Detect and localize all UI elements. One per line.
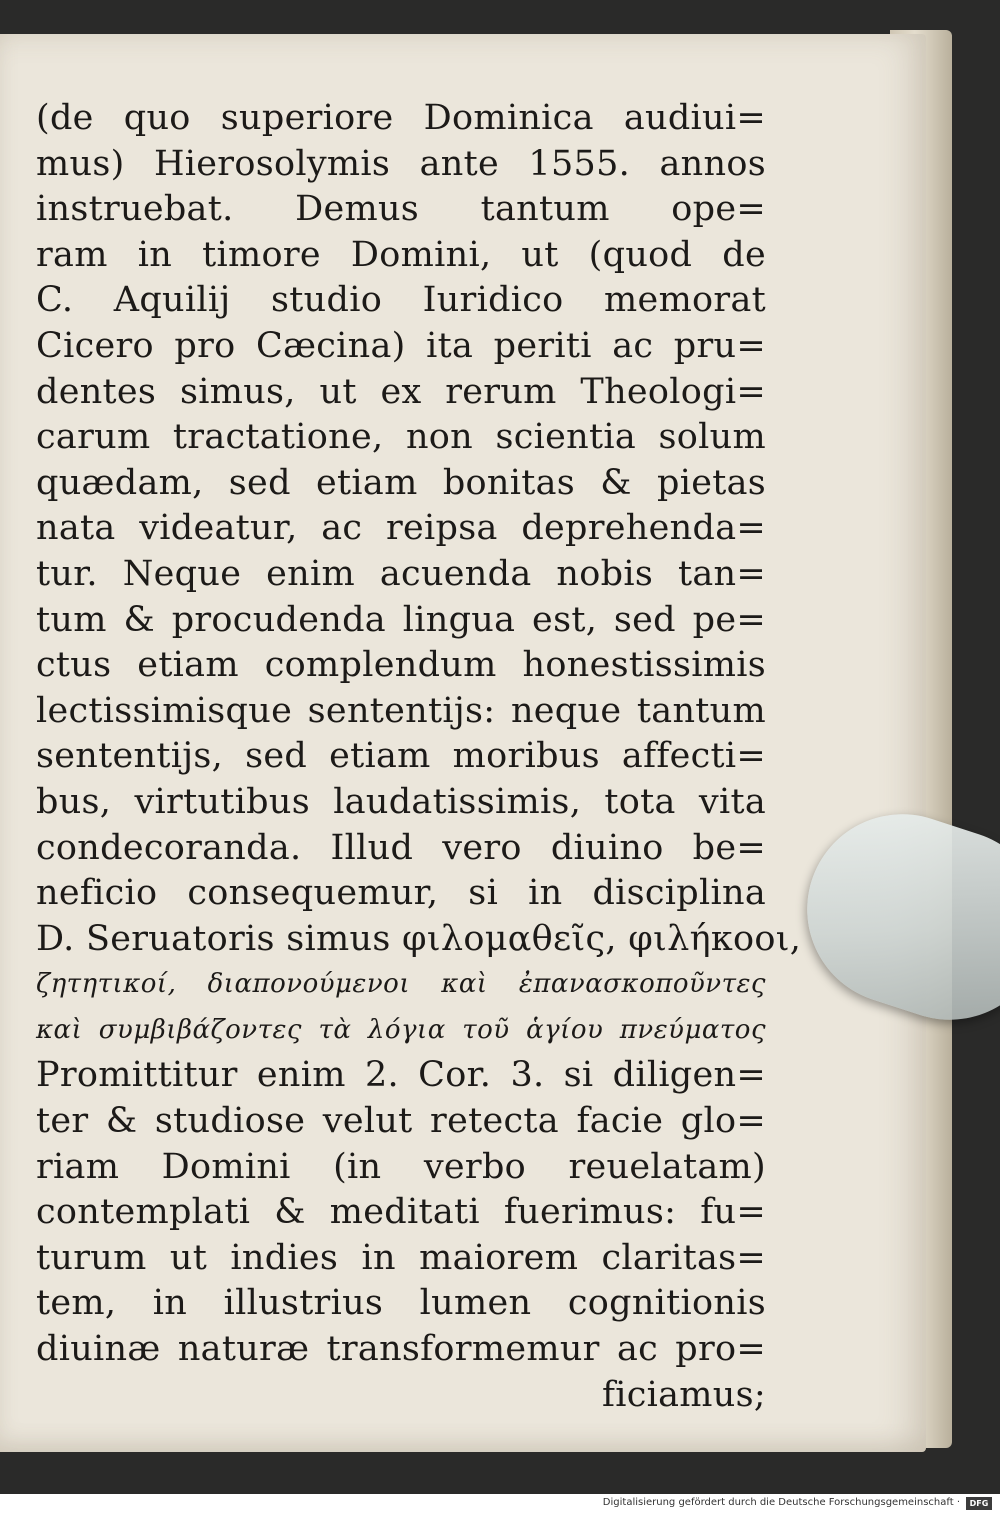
dfg-logo: DFG xyxy=(966,1497,992,1510)
text-line: turum ut indies in maiorem claritas= xyxy=(36,1237,766,1278)
text-line: instruebat. Demus tantum ope= xyxy=(36,189,766,230)
text-line: Promittitur enim 2. Cor. 3. si diligen= xyxy=(36,1055,766,1096)
text-line: ram in timore Domini, ut (quod de xyxy=(36,234,766,275)
text-line: neficio consequemur, si in disciplina xyxy=(36,873,766,914)
text-line: dentes simus, ut ex rerum Theologi= xyxy=(36,371,766,412)
text-line: (de quo superiore Dominica audiui= xyxy=(36,98,766,138)
footer-bar xyxy=(0,1494,1000,1514)
page-text xyxy=(36,96,802,1418)
text-line: quædam, sed etiam bonitas & pietas xyxy=(36,462,766,503)
text-line: ter & studiose velut retecta facie glo= xyxy=(36,1101,766,1142)
text-line: nata videatur, ac reipsa deprehenda= xyxy=(36,508,766,549)
greek-text-line: ζητητικοί, διαπονούμενοι καὶ ἐπανασκοποῦντες xyxy=(36,969,766,1000)
catchword: ficiamus; xyxy=(602,1374,766,1415)
footer-credit: Digitalisierung gefördert durch die Deutsche Forschungsgemeinschaft · xyxy=(602,1497,960,1508)
text-line: contemplati & meditati fuerimus: fu= xyxy=(36,1192,766,1233)
greek-text-line: καὶ συμβιβάζοντες τὰ λόγια τοῦ ἁγίου πνεύματος xyxy=(36,1014,766,1045)
text-line: mus) Hierosolymis ante 1555. annos xyxy=(36,143,766,184)
text-line: Cicero pro Cæcina) ita periti ac pru= xyxy=(36,325,766,366)
text-line: C. Aquilij studio Iuridico memorat xyxy=(36,280,766,321)
text-line: ctus etiam complendum honestissimis xyxy=(36,645,766,686)
text-line: sententijs, sed etiam moribus affecti= xyxy=(36,736,766,777)
text-line: tum & procudenda lingua est, sed pe= xyxy=(36,599,766,640)
text-line: diuinæ naturæ transformemur ac pro= xyxy=(36,1329,766,1370)
text-line: carum tractatione, non scientia solum xyxy=(36,417,766,458)
text-line: bus, virtutibus laudatissimis, tota vita xyxy=(36,781,766,822)
text-line: riam Domini (in verbo reuelatam) xyxy=(36,1146,766,1187)
text-line: tur. Neque enim acuenda nobis tan= xyxy=(36,553,766,594)
book-page xyxy=(0,34,926,1452)
text-line: lectissimisque sententijs: neque tantum xyxy=(36,690,766,731)
text-line: condecoranda. Illud vero diuino be= xyxy=(36,827,766,868)
text-line: tem, in illustrius lumen cognitionis xyxy=(36,1283,766,1324)
text-line: D. Seruatoris simus φιλομαθεῖς, φιλήκοοι, xyxy=(36,918,802,959)
